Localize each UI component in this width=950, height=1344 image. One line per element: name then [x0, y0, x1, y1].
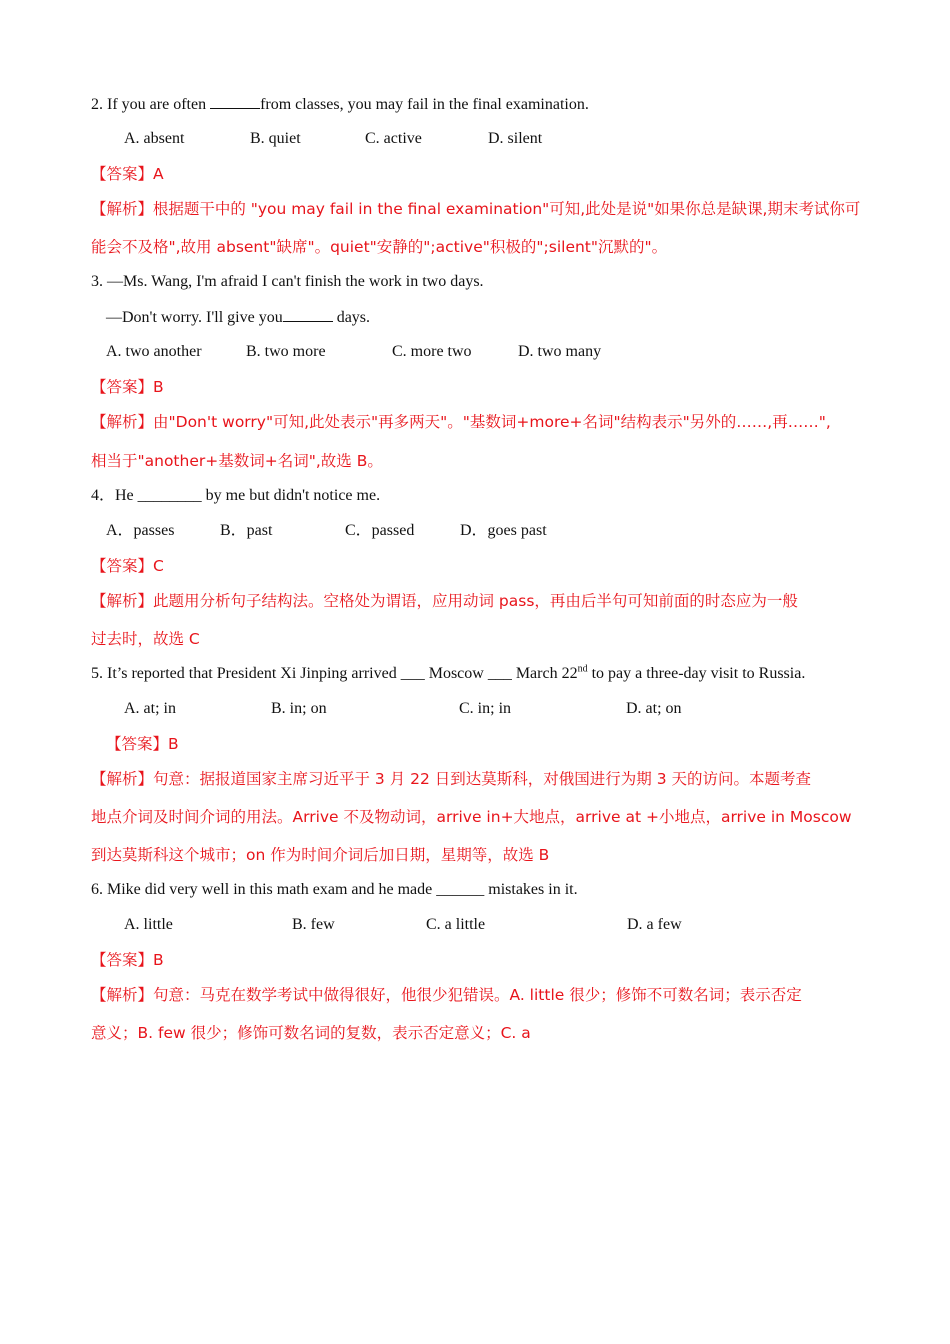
q2-analysis-line1: 【解析】根据题干中的 "you may fail in the final examination"可知,此处是说"如果你总是缺课,期末考试你可 — [91, 200, 861, 218]
q5-stem-superscript: nd — [577, 663, 588, 675]
q2-stem-part1: 2. If you are often — [91, 96, 211, 113]
q3-blank — [283, 307, 333, 322]
q4-analysis-line2: 过去时，故选 C — [91, 630, 200, 648]
q2-option-c: C. active — [365, 130, 422, 147]
q6-option-a: A. little — [124, 916, 173, 933]
q6-stem: 6. Mike did very well in this math exam and he made ______ mistakes in it. — [91, 881, 578, 898]
q5-analysis-line3: 到达莫斯科这个城市；on 作为时间介词后加日期，星期等，故选 B — [91, 846, 550, 864]
q5-analysis-line2: 地点介词及时间介词的用法。Arrive 不及物动词，arrive in+大地点，arrive at +小地点，arrive in Moscow — [91, 808, 852, 826]
q6-option-c: C. a little — [426, 916, 486, 933]
q5-analysis-line1: 【解析】句意：据报道国家主席习近平于 3 月 22 日到达莫斯科，对俄国进行为期 3 天的访问。本题考查 — [91, 770, 812, 788]
q3-answer: 【答案】B — [91, 378, 164, 396]
q4-analysis-line1: 【解析】此题用分析句子结构法。空格处为谓语，应用动词 pass，再由后半句可知前面的时态应为一般 — [91, 592, 798, 610]
q4-stem: 4．He ________ by me but didn't notice me. — [91, 487, 381, 504]
q4-option-b: B．past — [220, 522, 273, 539]
q2-answer: 【答案】A — [91, 165, 164, 183]
q5-stem-part2: to pay a three-day visit to Russia. — [587, 665, 806, 682]
q2-option-a: A. absent — [124, 130, 185, 147]
q4-answer: 【答案】C — [91, 557, 164, 575]
q6-analysis-line1: 【解析】句意：马克在数学考试中做得很好，他很少犯错误。A. little 很少；修饰不可数名词；表示否定 — [91, 986, 802, 1004]
q5-option-b: B. in; on — [271, 700, 327, 717]
q3-option-b: B. two more — [246, 343, 326, 360]
q2-option-d: D. silent — [488, 130, 543, 147]
q2-analysis-line2: 能会不及格",故用 absent"缺席"。quiet"安静的";active"积极的";silent"沉默的"。 — [91, 238, 668, 256]
q4-option-a: A．passes — [106, 522, 175, 539]
q3-option-d: D. two many — [518, 343, 602, 360]
q3-stem-line2 — [106, 307, 370, 328]
q6-analysis-line2: 意义；B. few 很少；修饰可数名词的复数，表示否定意义；C. a — [91, 1024, 531, 1042]
q3-stem-line2-part2: days. — [332, 309, 371, 326]
q4-option-c: C．passed — [345, 522, 415, 539]
q2-stem-part2: from classes, you may fail in the final examination. — [260, 96, 589, 113]
q4-option-d: D．goes past — [460, 522, 547, 539]
q2-option-b: B. quiet — [250, 130, 301, 147]
q3-option-a: A. two another — [106, 343, 202, 360]
q5-option-d: D. at; on — [626, 700, 682, 717]
q6-option-b: B. few — [292, 916, 335, 933]
q5-answer: 【答案】B — [106, 735, 179, 753]
q2-stem — [91, 94, 589, 115]
q5-option-c: C. in; in — [459, 700, 512, 717]
q5-stem-part1: 5. It’s reported that President Xi Jinping arrived ___ Moscow ___ March 22 — [91, 665, 578, 682]
q6-answer: 【答案】B — [91, 951, 164, 969]
q3-stem-line2-part1: —Don't worry. I'll give you — [106, 309, 283, 326]
q2-blank — [210, 94, 260, 109]
q3-analysis-line2: 相当于"another+基数词+名词",故选 B。 — [91, 452, 383, 470]
q3-option-c: C. more two — [392, 343, 472, 360]
q3-analysis-line1: 【解析】由"Don't worry"可知,此处表示"再多两天"。"基数词+more+名词"结构表示"另外的……,再……", — [91, 413, 831, 431]
q5-stem — [91, 664, 805, 684]
q5-option-a: A. at; in — [124, 700, 176, 717]
q3-stem-line1: 3. —Ms. Wang, I'm afraid I can't finish the work in two days. — [91, 273, 484, 290]
q6-option-d: D. a few — [627, 916, 682, 933]
